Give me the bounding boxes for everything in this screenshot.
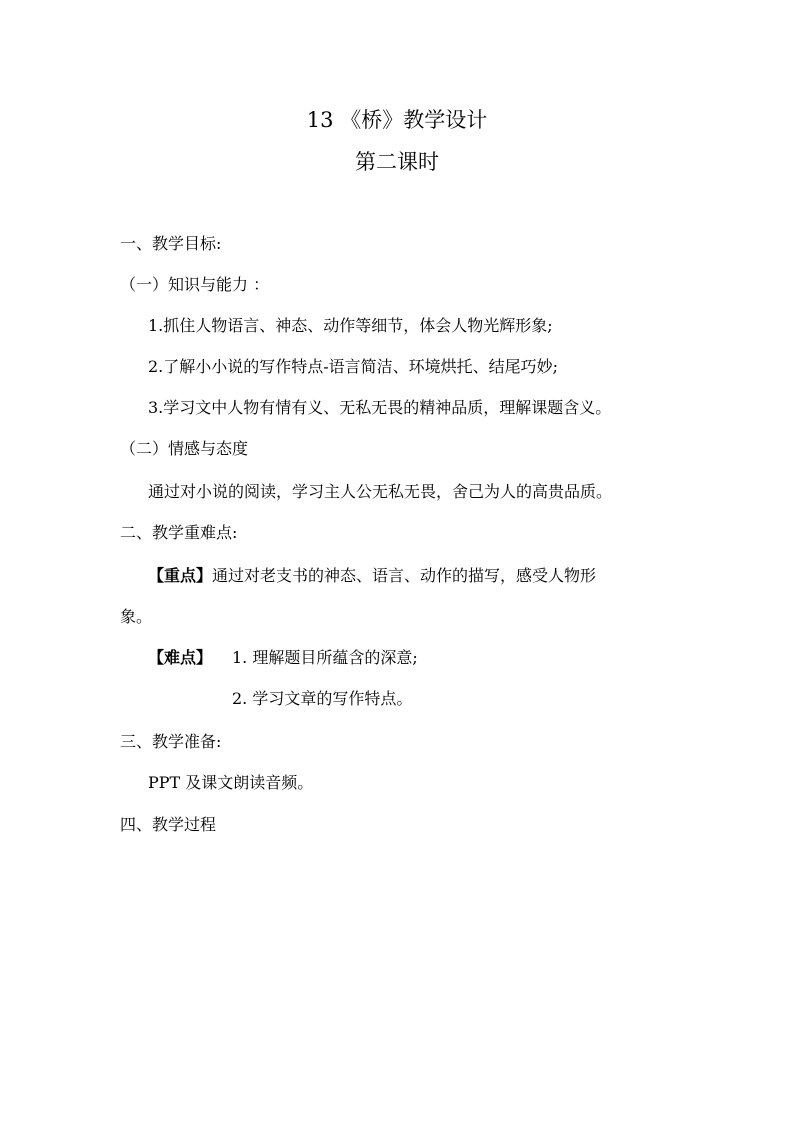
emotion-objective-text: 通过对小说的阅读，学习主人公无私无畏，舍己为人的高贵品质。 [148, 482, 613, 501]
objective-item-2: 2.了解小小说的写作特点-语言简洁、环境烘托、结尾巧妙; [148, 357, 559, 376]
difficulty-label: 【难点】 [148, 648, 213, 667]
section-4-heading: 四、教学过程 [120, 815, 217, 834]
objective-item-1: 1.抓住人物语言、神态、动作等细节，体会人物光辉形象; [148, 316, 553, 335]
key-point-line [148, 566, 596, 586]
section-3-heading: 三、教学准备: [120, 732, 222, 751]
document-subtitle: 第二课时 [355, 150, 439, 174]
section-1-heading: 一、教学目标: [120, 234, 222, 253]
key-point-text: 通过对老支书的神态、语言、动作的描写，感受人物形 [212, 566, 597, 585]
key-point-text-continued: 象。 [120, 607, 153, 626]
section-1-subheading-knowledge: （一）知识与能力 ： [120, 275, 270, 294]
section-1-subheading-emotion: （二）情感与态度 [120, 439, 249, 458]
document-title: 13 《桥》教学设计 [306, 108, 488, 132]
preparation-text: PPT 及课文朗读音频。 [148, 773, 314, 792]
difficulty-line [148, 648, 212, 668]
difficulty-item-2: 2. 学习文章的写作特点。 [232, 689, 413, 708]
difficulty-item-1: 1. 理解题目所蕴含的深意; [232, 648, 418, 667]
section-2-heading: 二、教学重难点: [120, 523, 238, 542]
objective-item-3: 3.学习文中人物有情有义、无私无畏的精神品质，理解课题含义。 [148, 398, 612, 417]
key-point-label: 【重点】 [148, 566, 213, 585]
